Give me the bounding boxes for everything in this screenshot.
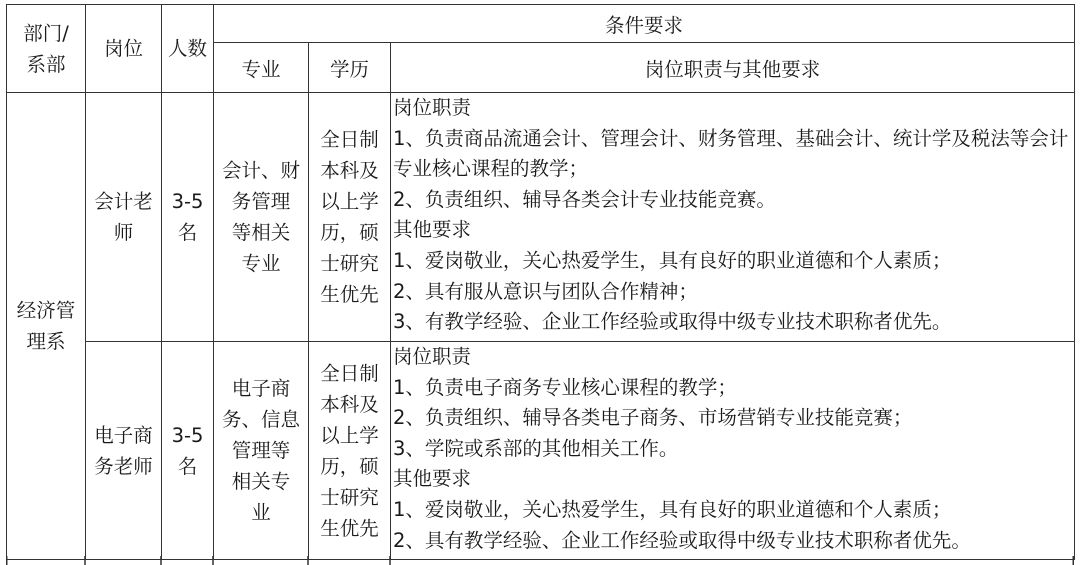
header-position: 岗位 xyxy=(86,5,162,93)
other-title: 其他要求 xyxy=(393,467,472,491)
count-cell: 3-5 名 xyxy=(162,93,214,342)
education-cell: 全日制 本科及 以上学 历，硕 士研究 生优先 xyxy=(309,93,391,342)
duty-item: 2、负责组织、辅导各类电子商务、市场营销专业技能竞赛； xyxy=(393,406,913,430)
recruitment-table xyxy=(6,4,1075,560)
duty-item: 3、学院或系部的其他相关工作。 xyxy=(393,436,679,460)
duty-item: 1、负责电子商务专业核心课程的教学； xyxy=(393,375,737,399)
duty-item: 1、负责商品流通会计、管理会计、财务管理、基础会计、统计学及税法等会计专业核心课程的教学； xyxy=(393,126,1069,181)
header-count: 人数 xyxy=(162,5,214,93)
header-row-1 xyxy=(7,5,1075,43)
department-cell: 经济管 理系 xyxy=(7,93,86,560)
duties-cell xyxy=(391,342,1075,560)
major-cell: 电子商 务、信息 管理等 相关专 业 xyxy=(214,342,309,560)
other-item: 3、有教学经验、企业工作经验或取得中级专业技术职称者优先。 xyxy=(393,310,952,334)
duty-item: 2、负责组织、辅导各类会计专业技能竞赛。 xyxy=(393,187,776,211)
other-item: 2、具有服从意识与团队合作精神； xyxy=(393,279,698,303)
duties-title: 岗位职责 xyxy=(393,96,472,119)
other-item: 1、爱岗敬业，关心热爱学生，具有良好的职业道德和个人素质； xyxy=(393,248,952,272)
count-cell: 3-5 名 xyxy=(162,342,214,560)
header-duties-other: 岗位职责与其他要求 xyxy=(391,43,1075,93)
header-conditions: 条件要求 xyxy=(214,5,1075,43)
other-title: 其他要求 xyxy=(393,218,472,242)
position-cell: 电子商 务老师 xyxy=(86,342,162,560)
duties-title: 岗位职责 xyxy=(393,345,472,368)
other-item: 1、爱岗敬业，关心热爱学生，具有良好的职业道德和个人素质； xyxy=(393,497,952,521)
major-cell: 会计、财 务管理 等相关 专业 xyxy=(214,93,309,342)
table-continuation-lines xyxy=(6,556,1074,565)
table-row xyxy=(7,342,1075,560)
header-education: 学历 xyxy=(309,43,391,93)
other-item: 2、具有教学经验、企业工作经验或取得中级专业技术职称者优先。 xyxy=(393,528,971,552)
position-cell: 会计老 师 xyxy=(86,93,162,342)
header-dept: 部门/ 系部 xyxy=(7,5,86,93)
duties-cell xyxy=(391,93,1075,342)
header-major: 专业 xyxy=(214,43,309,93)
table-row xyxy=(7,93,1075,342)
education-cell: 全日制 本科及 以上学 历，硕 士研究 生优先 xyxy=(309,342,391,560)
